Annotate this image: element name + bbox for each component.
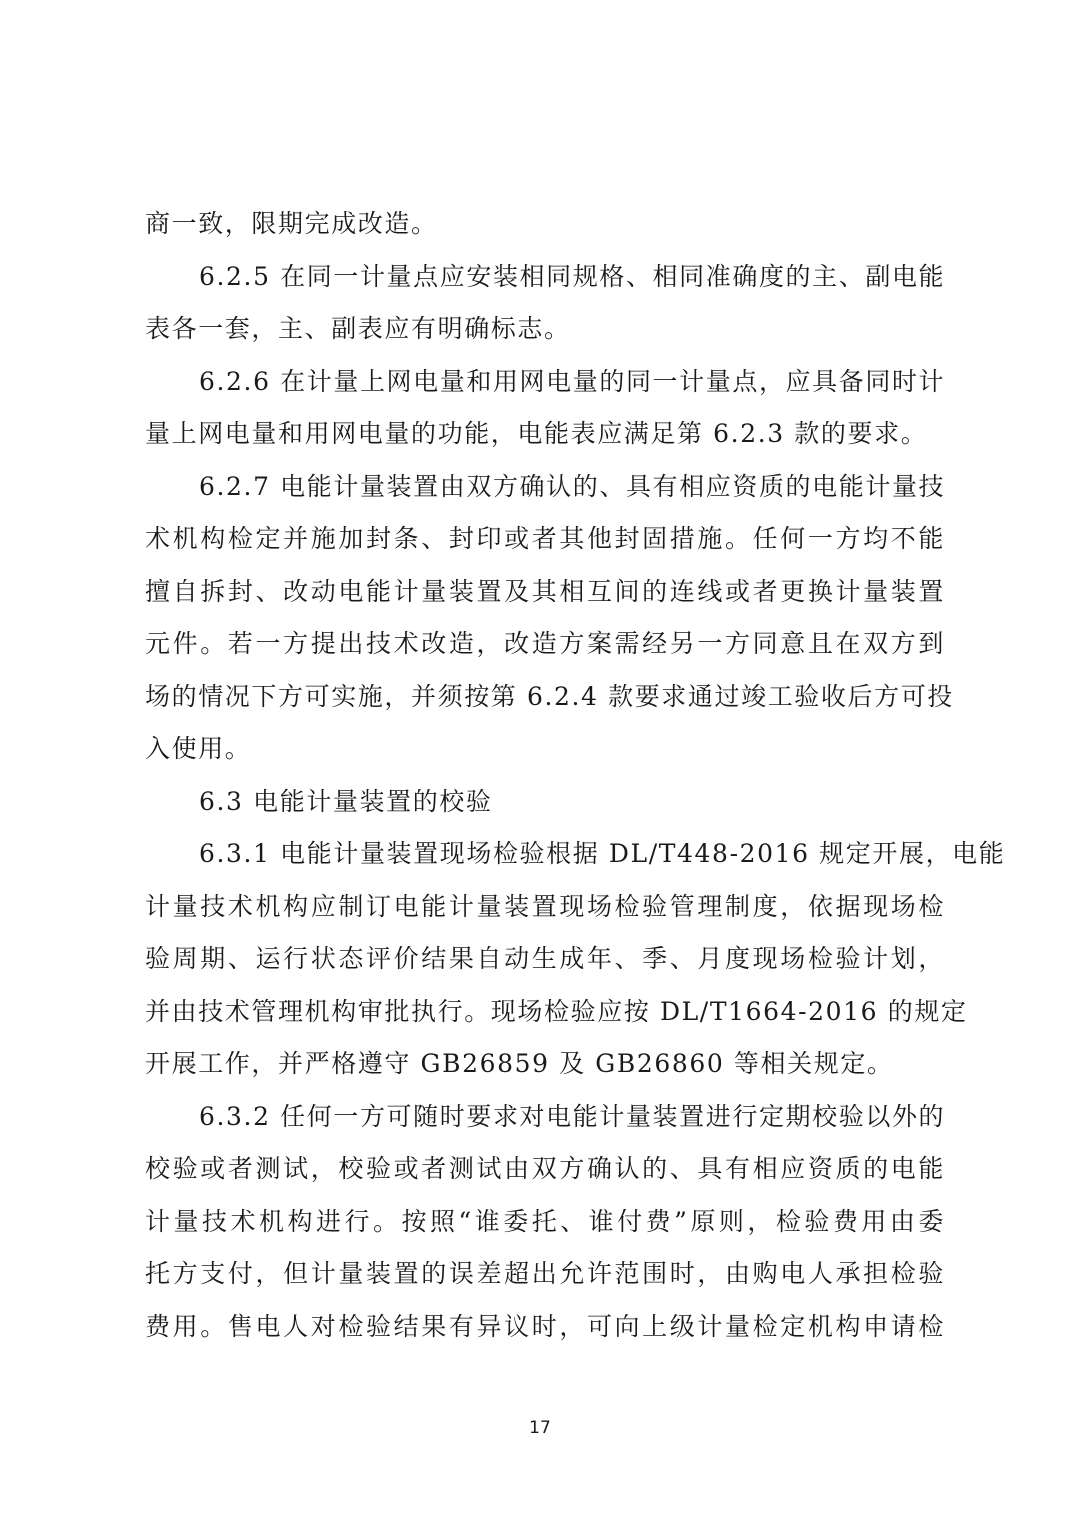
- text-line: 擅自拆封、改动电能计量装置及其相互间的连线或者更换计量装置: [145, 576, 945, 606]
- text-line: 6.2.5 在同一计量点应安装相同规格、相同准确度的主、副电能: [199, 261, 946, 291]
- text-line: 验周期、运行状态评价结果自动生成年、季、月度现场检验计划，: [145, 944, 945, 973]
- page-number: 17: [529, 1418, 551, 1438]
- text-line: 托方支付，但计量装置的误差超出允许范围时，由购电人承担检验: [145, 1259, 945, 1288]
- text-line: 入使用。: [145, 734, 252, 763]
- text-line: 并由技术管理机构审批执行。现场检验应按 DL/T1664-2016 的规定: [145, 996, 968, 1026]
- section-heading: 6.3 电能计量装置的校验: [199, 786, 493, 816]
- text-line: 费用。售电人对检验结果有异议时，可向上级计量检定机构申请检: [145, 1311, 945, 1341]
- text-line: 计量技术机构进行。按照“谁委托、谁付费”原则，检验费用由委: [145, 1206, 945, 1236]
- text-line: 计量技术机构应制订电能计量装置现场检验管理制度，依据现场检: [145, 891, 945, 921]
- text-line: 开展工作，并严格遵守 GB26859 及 GB26860 等相关规定。: [145, 1049, 894, 1078]
- text-line: 6.2.6 在计量上网电量和用网电量的同一计量点，应具备同时计: [199, 366, 946, 396]
- text-line: 术机构检定并施加封条、封印或者其他封固措施。任何一方均不能: [145, 524, 945, 553]
- text-line: 6.3.2 任何一方可随时要求对电能计量装置进行定期校验以外的: [199, 1101, 946, 1131]
- text-line: 元件。若一方提出技术改造，改造方案需经另一方同意且在双方到: [145, 629, 945, 658]
- document-body: [145, 201, 1006, 1356]
- text-line: 表各一套，主、副表应有明确标志。: [145, 314, 571, 343]
- text-line: 6.3.1 电能计量装置现场检验根据 DL/T448-2016 规定开展，电能: [199, 839, 1006, 868]
- text-line: 量上网电量和用网电量的功能，电能表应满足第 6.2.3 款的要求。: [145, 419, 928, 448]
- text-line: 6.2.7 电能计量装置由双方确认的、具有相应资质的电能计量技: [199, 471, 946, 501]
- text-line: 校验或者测试，校验或者测试由双方确认的、具有相应资质的电能: [145, 1154, 945, 1183]
- text-line: 场的情况下方可实施，并须按第 6.2.4 款要求通过竣工验收后方可投: [145, 681, 954, 711]
- text-line: 商一致，限期完成改造。: [145, 209, 438, 238]
